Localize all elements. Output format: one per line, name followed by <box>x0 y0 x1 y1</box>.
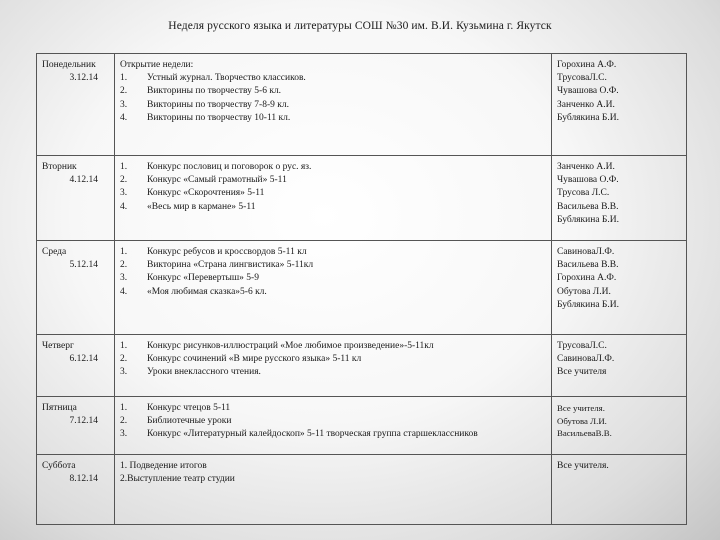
responsible-person: Бублякина Б.И. <box>557 214 619 225</box>
list-item: 1. Конкурс чтецов 5-11 <box>120 403 231 413</box>
day-name: Суббота <box>42 461 76 471</box>
responsible-cell <box>552 397 687 455</box>
list-item: 1. Подведение итогов <box>120 461 207 471</box>
responsible-cell <box>552 156 687 241</box>
events-cell <box>115 455 552 525</box>
responsible-person: Трусова Л.С. <box>557 188 610 199</box>
day-date: 4.12.14 <box>69 175 98 186</box>
events-heading: Открытие недели: <box>120 60 194 70</box>
list-item: 4. Викторины по творчеству 10-11 кл. <box>120 112 291 123</box>
day-name: Вторник <box>42 162 77 172</box>
list-item: 3. Конкурс «Литературный калейдоскоп» 5-11 творческая группа старшеклассников <box>120 429 478 440</box>
table-row-monday <box>37 54 687 156</box>
responsible-cell <box>552 455 687 525</box>
day-cell <box>37 335 115 397</box>
responsible-person: Все учителя <box>557 367 607 378</box>
day-name: Среда <box>42 247 67 257</box>
responsible-person: Чувашова О.Ф. <box>557 86 619 97</box>
list-item: 1. Конкурс пословиц и поговорок о рус. яз. <box>120 162 312 172</box>
day-cell <box>37 455 115 525</box>
day-name: Пятница <box>42 403 77 413</box>
events-cell <box>115 397 552 455</box>
events-cell <box>115 156 552 241</box>
responsible-person: Горохина А.Ф. <box>557 60 617 70</box>
day-date: 7.12.14 <box>69 416 98 427</box>
events-cell <box>115 335 552 397</box>
list-item: 2. Викторина «Страна лингвистика» 5-11кл <box>120 260 314 271</box>
responsible-person: Обутова Л.И. <box>557 415 607 426</box>
responsible-cell <box>552 335 687 397</box>
day-cell <box>37 397 115 455</box>
events-cell <box>115 54 552 156</box>
responsible-person: Занченко А.И. <box>557 99 615 110</box>
day-cell <box>37 156 115 241</box>
day-date: 8.12.14 <box>69 474 98 485</box>
responsible-person: Горохина А.Ф. <box>557 273 617 284</box>
list-item: 1. Конкурс ребусов и кроссвордов 5-11 кл <box>120 247 307 257</box>
responsible-person: Чувашова О.Ф. <box>557 175 619 186</box>
responsible-person: Бублякина Б.И. <box>557 299 619 310</box>
list-item: 2.Выступление театр студии <box>120 474 235 485</box>
responsible-cell <box>552 54 687 156</box>
schedule-table <box>36 53 687 525</box>
list-item: 1. Устный журнал. Творчество классиков. <box>120 73 306 84</box>
day-date: 5.12.14 <box>69 260 98 271</box>
responsible-person: Занченко А.И. <box>557 162 615 172</box>
responsible-person: Васильева В.В. <box>557 260 619 271</box>
responsible-person: ВасильеваВ.В. <box>557 428 612 438</box>
responsible-person: СавиноваЛ.Ф. <box>557 354 615 365</box>
page-title: Неделя русского языка и литературы СОШ №30 им. В.И. Кузьмина г. Якутск <box>168 20 552 32</box>
list-item: 2. Конкурс «Самый грамотный» 5-11 <box>120 175 287 186</box>
day-date: 6.12.14 <box>69 354 98 365</box>
responsible-person: ТрусоваЛ.С. <box>557 73 607 84</box>
responsible-person: Обутова Л.И. <box>557 286 611 297</box>
list-item: 2. Библиотечные уроки <box>120 416 232 427</box>
table-row-wednesday <box>37 241 687 335</box>
list-item: 2. Конкурс сочинений «В мире русского языка» 5-11 кл <box>120 354 362 365</box>
responsible-person: ТрусоваЛ.С. <box>557 341 607 351</box>
list-item: 2. Викторины по творчеству 5-6 кл. <box>120 86 282 97</box>
table-row-friday <box>37 397 687 455</box>
table-row-thursday <box>37 335 687 397</box>
day-date: 3.12.14 <box>69 73 98 84</box>
responsible-person: Васильева В.В. <box>557 201 619 212</box>
table-row-tuesday <box>37 156 687 241</box>
events-cell <box>115 241 552 335</box>
list-item: 4. «Моя любимая сказка»5-6 кл. <box>120 286 267 297</box>
day-name: Четверг <box>42 341 74 351</box>
list-item: 4. «Весь мир в кармане» 5-11 <box>120 201 256 212</box>
list-item: 3. Уроки внеклассного чтения. <box>120 367 261 378</box>
responsible-person: Все учителя. <box>557 461 609 471</box>
day-name: Понедельник <box>42 60 96 70</box>
responsible-person: Все учителя. <box>557 403 605 413</box>
responsible-person: СавиноваЛ.Ф. <box>557 247 615 257</box>
list-item: 3. Конкурс «Скорочтения» 5-11 <box>120 188 265 199</box>
list-item: 3. Конкурс «Перевертыш» 5-9 <box>120 273 259 284</box>
list-item: 1. Конкурс рисунков-иллюстраций «Мое любимое произведение»-5-11кл <box>120 341 434 351</box>
table-row-saturday <box>37 455 687 525</box>
responsible-person: Бублякина Б.И. <box>557 112 619 123</box>
day-cell <box>37 241 115 335</box>
list-item: 3. Викторины по творчеству 7-8-9 кл. <box>120 99 289 110</box>
responsible-cell <box>552 241 687 335</box>
day-cell <box>37 54 115 156</box>
